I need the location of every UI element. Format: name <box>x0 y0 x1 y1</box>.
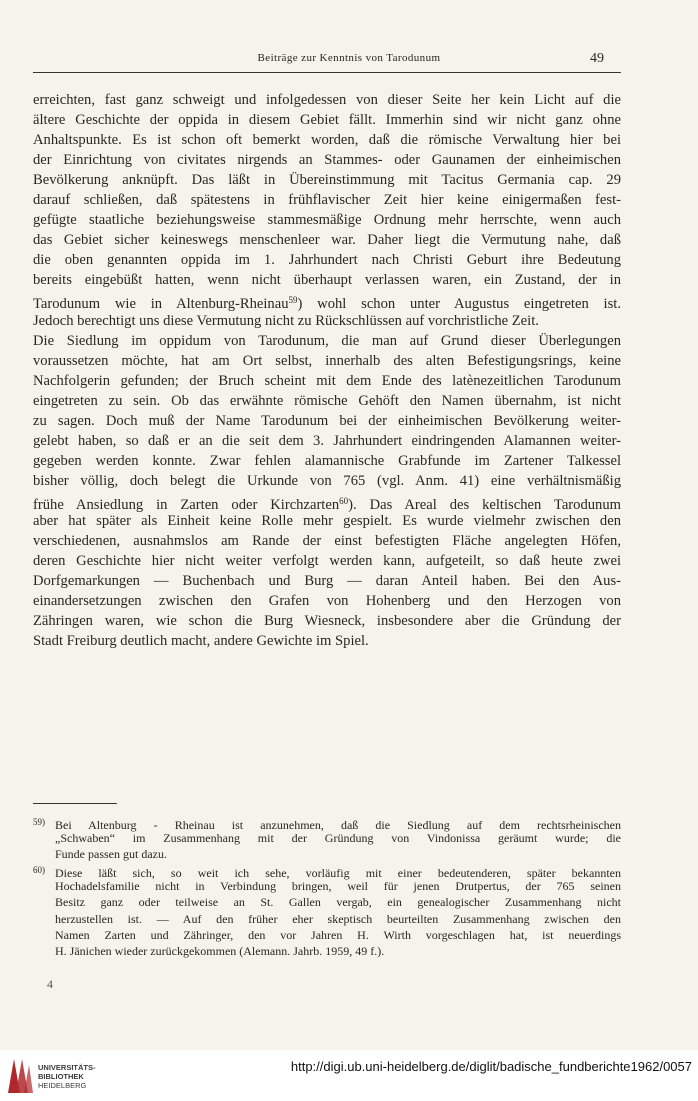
footnote-rule <box>33 803 117 804</box>
page-number: 49 <box>590 51 604 66</box>
paragraph-2 <box>33 331 621 652</box>
text-line: bereits eingebüßt hatten, wenn nicht überhaupt verlassen waren, ein Zustand, der in <box>33 272 621 289</box>
text-line: ältere Geschichte der oppida in diesem Gebiet fällt. Immerhin sind wir nicht ganz ohne <box>33 112 621 129</box>
text-line: gefügte staatliche beziehungsweise stammesmäßige Ordnung mehr herrschte, wenn auch <box>33 212 621 229</box>
footnote-ref-60[interactable]: 60 <box>339 495 349 506</box>
text-line: erreichten, fast ganz schweigt und infolgedessen von dieser Seite her kein Licht auf die <box>33 92 621 108</box>
footnote-line: Hochadelsfamilie nicht in Verbindung bringen, weil für jenen Drutpertus, der 765 seinen <box>55 879 621 894</box>
footnote-text: Diese läßt sich, so weit ich sehe, vorläufig mit einer bedeutenderen, später bekannten <box>55 866 621 881</box>
library-name-line: HEIDELBERG <box>38 1081 87 1090</box>
signature-mark: 4 <box>47 977 53 991</box>
library-name <box>38 1063 96 1090</box>
footnote-59 <box>33 814 621 862</box>
text-line: aber hat später als Einheit keine Rolle mehr gespielt. Es wurde vielmehr zwischen den <box>33 512 621 529</box>
text-line: eingetreten zu sein. Ob das erwähnte römische Gehöft den Namen übernahm, ist nicht <box>33 392 621 409</box>
text-line: Die Siedlung im oppidum von Tarodunum, die man auf Grund dieser Überlegungen <box>33 332 621 349</box>
text-line: Nachfolgerin gefunden; der Bruch scheint mit dem Ende des latènezeitlichen Tarodunum <box>33 372 621 389</box>
text-line-with-footnote-ref <box>33 491 621 511</box>
footer-bar <box>0 1050 698 1101</box>
footnote-line: „Schwaben“ im Zusammenhang mit der Gründung von Vindonissa geräumt wurde; die <box>55 831 621 846</box>
text-line: bisher völlig, doch belegt die Urkunde von 765 (vgl. Anm. 41) eine verhältnismäßig <box>33 472 621 489</box>
footnote-marker: 60) <box>33 865 45 876</box>
text-line: einandersetzungen zwischen den Grafen von Hohenberg und den Herzogen von <box>33 593 621 610</box>
running-title: Beiträge zur Kenntnis von Tarodunum <box>257 52 441 64</box>
text-line: der Einrichtung von civitates nirgends an Stammes- oder Gaunamen der einheimischen <box>33 152 621 169</box>
library-name-line: BIBLIOTHEK <box>38 1072 84 1081</box>
line-text-tail: ). Das Areal des keltischen Tarodunum <box>348 496 621 513</box>
text-line: Anhaltspunkte. Es ist schon oft bemerkt worden, daß die römische Verwaltung hier bei <box>33 132 621 149</box>
text-line: darauf schließen, daß spätestens in frühflavischer Zeit hier keine einigermaßen fest- <box>33 192 621 209</box>
footnote-line: Funde passen gut dazu. <box>55 847 167 862</box>
text-line: Stadt Freiburg deutlich macht, andere Gewichte im Spiel. <box>33 633 369 650</box>
text-line: deren Geschichte hier nicht weiter verfolgt werden kann, aufgeteilt, so daß heute zwei <box>33 553 621 570</box>
text-line: Dorfgemarkungen — Buchenbach und Burg — daran Anteil haben. Bei den Aus- <box>33 573 621 590</box>
footnote-line: herzustellen ist. — Auf den früher eher skeptisch beurteilten Zusammenhang zwischen den <box>55 911 621 926</box>
footnote-line: Besitz ganz oder teilweise an St. Gallen vergab, ein genealogischer Zusammenhang nicht <box>55 895 621 910</box>
library-name-line: UNIVERSITÄTS- <box>38 1063 96 1072</box>
text-line: verschiedenen, ausnahmslos am Rande der einst befestigten Fläche angelegten Höfen, <box>33 533 621 550</box>
footnote-text: Bei Altenburg - Rheinau ist anzunehmen, daß die Siedlung auf dem rechtsrheinischen <box>55 818 621 832</box>
footnotes <box>33 814 621 959</box>
footnote-line <box>33 814 621 830</box>
footnote-60 <box>33 862 621 959</box>
header-rule <box>33 72 621 73</box>
text-line: Bevölkerung anknüpft. Das läßt in Übereinstimmung mit Tacitus Germania cap. 29 <box>33 172 621 189</box>
footnote-line: Namen Zarten und Zähringer, den vor Jahren H. Wirth vorgeschlagen hat, ist neuerdings <box>55 927 621 942</box>
line-text-tail: ) wohl schon unter Augustus eingetreten ist. <box>297 296 621 313</box>
source-url-link[interactable]: http://digi.ub.uni-heidelberg.de/diglit/badische_fundberichte1962/0057 <box>290 1059 692 1074</box>
text-line: Jedoch berechtigt uns diese Vermutung nicht zu Rückschlüssen auf vorchristliche Zeit. <box>33 312 539 329</box>
text-line: zu sagen. Doch muß der Name Tarodunum bei der einheimischen Bevölkerung weiter- <box>33 412 621 429</box>
library-logo-icon[interactable] <box>6 1055 34 1095</box>
text-line: gelebt haben, so daß er an die seit dem 3. Jahrhundert eindringenden Alamannen weiter- <box>33 432 621 449</box>
text-line-with-footnote-ref <box>33 290 621 313</box>
line-text: Tarodunum wie in Altenburg-Rheinau <box>33 296 289 313</box>
text-line: voraussetzen möchte, hat am Ort selbst, innerhalb des alten Befestigungsrings, keine <box>33 352 621 369</box>
text-line: gegeben werden konnte. Zwar fehlen alamannische Grabfunde im Zartener Talkessel <box>33 452 621 469</box>
footnote-ref-59[interactable]: 59 <box>288 295 298 306</box>
running-head <box>0 51 698 69</box>
text-line: die oben genannten oppida im 1. Jahrhundert nach Christi Geburt ihre Bedeutung <box>33 252 621 269</box>
footnote-line <box>33 862 621 881</box>
text-line: Zähringen waren, wie schon die Burg Wiesneck, insbesondere aber die Gründung der <box>33 613 621 630</box>
footnote-marker: 59) <box>33 817 45 827</box>
footnote-line: H. Jänichen wieder zurückgekommen (Alemann. Jahrb. 1959, 49 f.). <box>55 943 385 958</box>
paragraph-1 <box>33 90 621 331</box>
line-text: frühe Ansiedlung in Zarten oder Kirchzarten <box>33 496 340 513</box>
text-line: das Gebiet sicher keineswegs menschenleer war. Daher liegt die Vermutung nahe, daß <box>33 232 621 249</box>
body-text <box>33 90 621 651</box>
